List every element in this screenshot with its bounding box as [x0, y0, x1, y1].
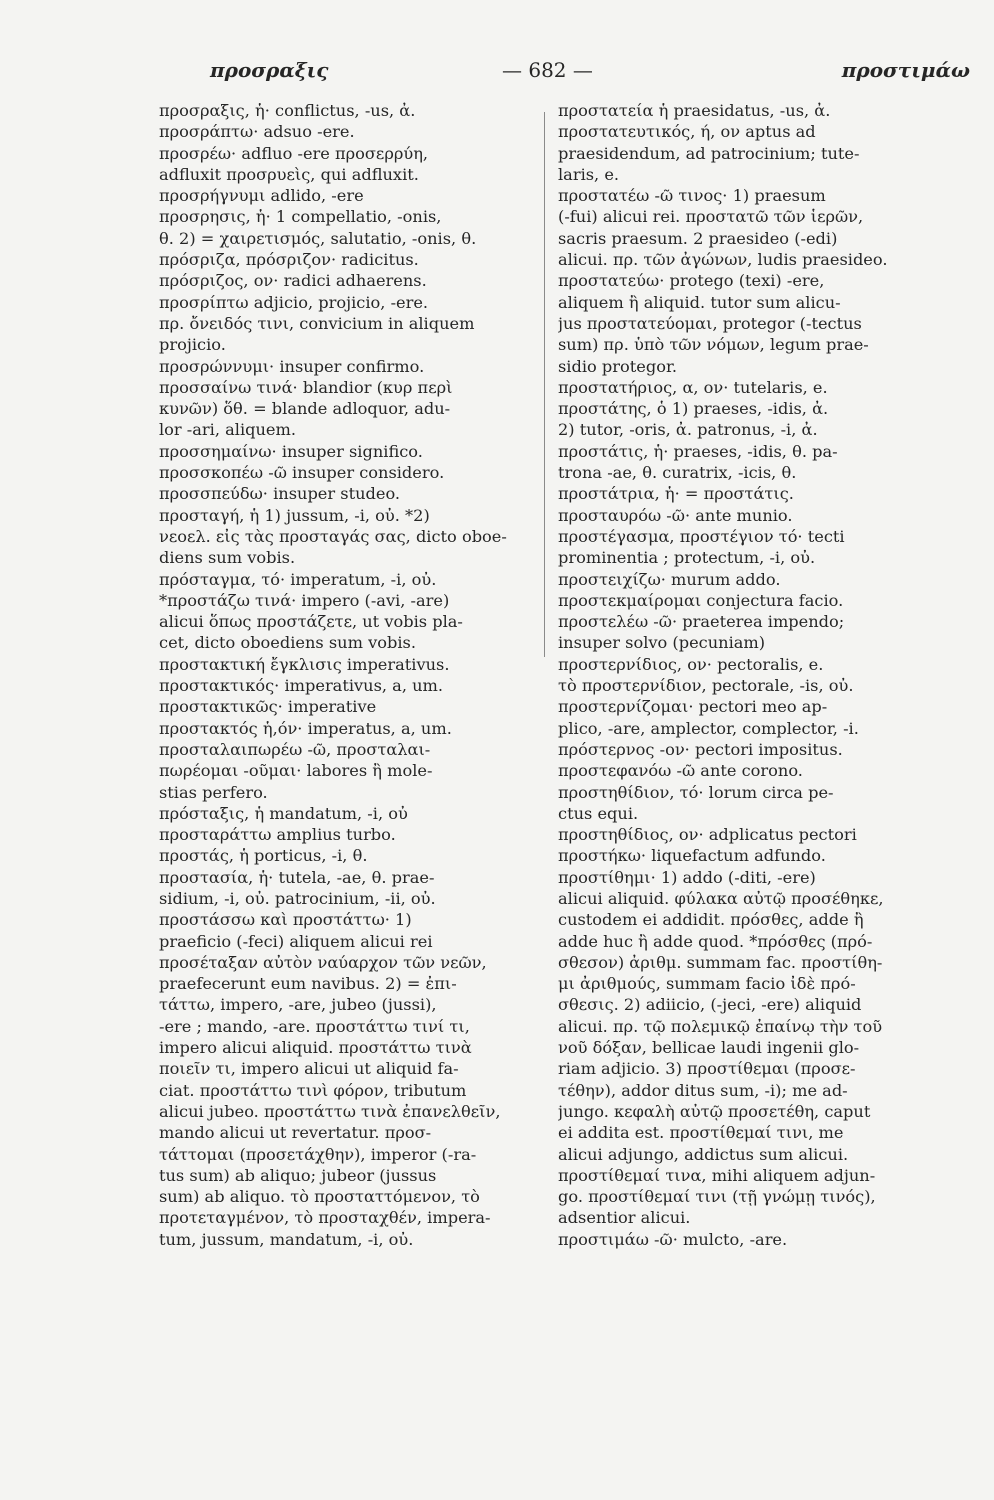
dictionary-line: πρόσταξις, ἡ mandatum, -i, οὐ	[159, 803, 408, 823]
dictionary-line: προστελέω -ῶ· praeterea impendo;	[558, 612, 845, 632]
right-guide-word: προστιμάω	[841, 58, 970, 82]
dictionary-line: alicui. πρ. τῶν ἀγώνων, ludis praesideo.	[558, 250, 888, 270]
dictionary-line: προστίθεμαί τινα, mihi aliquem adjun-	[558, 1165, 876, 1185]
dictionary-line: προστήκω· liquefactum adfundo.	[558, 846, 826, 866]
dictionary-line: τὸ προστερνίδιον, pectorale, -is, οὐ.	[558, 676, 854, 696]
dictionary-line: praesidendum, ad patrocinium; tute-	[558, 143, 860, 163]
left-guide-word: προσραξις	[210, 58, 329, 82]
dictionary-line: adsentior alicui.	[558, 1208, 691, 1228]
dictionary-line: sacris praesum. 2 praesideo (-edi)	[558, 228, 838, 248]
dictionary-line: προστατεία ἡ praesidatus, -us, ἀ.	[558, 101, 831, 120]
dictionary-line: προσρέω· adfluo -ere προσερρύη,	[159, 143, 429, 163]
dictionary-line: -ere ; mando, -are. προστάττω τινί τι,	[159, 1016, 470, 1036]
dictionary-line: τάττω, impero, -are, jubeo (jussi),	[159, 995, 437, 1015]
dictionary-line: sum) πρ. ὑπὸ τῶν νόμων, legum prae-	[558, 335, 869, 355]
dictionary-line: προστάτις, ἡ· praeses, -idis, θ. pa-	[558, 441, 838, 461]
dictionary-line: alicui jubeo. προστάττω τινὰ ἐπανελθεῖν,	[159, 1101, 501, 1121]
dictionary-line: προσσημαίνω· insuper significo.	[159, 441, 423, 461]
dictionary-line: stias perfero.	[159, 782, 268, 802]
dictionary-line: προστατεύω· protego (texi) -ere,	[558, 271, 825, 291]
dictionary-line: πωρέομαι -οῦμαι· labores ἢ mole-	[159, 761, 433, 781]
dictionary-line: προστάτης, ὁ 1) praeses, -idis, ἀ.	[558, 399, 829, 419]
column-divider	[544, 112, 545, 657]
dictionary-line: μι ἀριθμούς, summam facio ἰδὲ πρό-	[558, 974, 856, 994]
dictionary-line: προσσπεύδω· insuper studeo.	[159, 484, 401, 504]
dictionary-line: diens sum vobis.	[159, 548, 296, 568]
dictionary-line: custodem ei addidit. πρόσθες, adde ἢ	[558, 910, 864, 930]
dictionary-line: ctus equi.	[558, 803, 639, 823]
dictionary-line: τάττομαι (προσετάχθην), imperor (-ra-	[159, 1144, 477, 1164]
dictionary-line: alicui aliquid. φύλακα αὐτῷ προσέθηκε,	[558, 888, 884, 908]
dictionary-line: laris, e.	[558, 164, 620, 184]
dictionary-line: νεοελ. εἰς τὰς προσταγάς σας, dicto oboe-	[159, 526, 507, 546]
dictionary-line: lor -ari, aliquem.	[159, 420, 297, 440]
dictionary-line: πρόσριζα, πρόσριζον· radicitus.	[159, 250, 419, 270]
dictionary-line: προστηθίδιος, ον· adplicatus pectori	[558, 825, 857, 845]
dictionary-line: alicui. πρ. τῷ πολεμικῷ ἐπαίνῳ τὴν τοῦ	[558, 1016, 883, 1036]
page-header	[160, 58, 970, 98]
dictionary-line: (-fui) alicui rei. προστατῶ τῶν ἱερῶν,	[558, 207, 864, 227]
dictionary-line: πρόσταγμα, τό· imperatum, -i, οὐ.	[159, 569, 437, 589]
dictionary-line: προσραξις, ἡ· conflictus, -us, ἀ.	[159, 101, 416, 120]
right-column	[558, 100, 973, 1250]
dictionary-line: προτεταγμένον, τὸ προσταχθέν, impera-	[159, 1208, 491, 1228]
dictionary-line: πρόσριζος, ον· radici adhaerens.	[159, 271, 427, 291]
dictionary-line: insuper solvo (pecuniam)	[558, 633, 766, 653]
left-column	[159, 100, 539, 1250]
dictionary-line: trona -ae, θ. curatrix, -icis, θ.	[558, 463, 797, 483]
dictionary-line: προσρήγνυμι adlido, -ere	[159, 186, 364, 206]
dictionary-line: προστέγασμα, προστέγιον τό· tecti	[558, 526, 845, 546]
dictionary-line: prominentia ; protectum, -i, οὐ.	[558, 548, 816, 568]
dictionary-line: προσέταξαν αὐτὸν ναύαρχον τῶν νεῶν,	[159, 952, 487, 972]
page-number: — 682 —	[502, 58, 593, 82]
dictionary-line: προσρώννυμι· insuper confirmo.	[159, 356, 425, 376]
dictionary-line: plico, -are, amplector, complector, -i.	[558, 718, 859, 738]
dictionary-line: προστάς, ἡ porticus, -i, θ.	[159, 846, 368, 866]
dictionary-line: προσράπτω· adsuo -ere.	[159, 122, 355, 142]
dictionary-line: σθεσον) ἀριθμ. summam fac. προστίθη-	[558, 952, 883, 972]
dictionary-line: προστίθημι· 1) addo (-diti, -ere)	[558, 867, 816, 887]
dictionary-line: alicui adjungo, addictus sum alicui.	[558, 1144, 849, 1164]
dictionary-line: θ. 2) = χαιρετισμός, salutatio, -onis, θ.	[159, 228, 477, 248]
dictionary-line: προστειχίζω· murum addo.	[558, 569, 781, 589]
dictionary-line: πρ. ὄνειδός τινι, convicium in aliquem	[159, 313, 475, 333]
dictionary-line: προστασία, ἡ· tutela, -ae, θ. prae-	[159, 867, 435, 887]
dictionary-line: ποιεῖν τι, impero alicui ut aliquid fa-	[159, 1059, 459, 1079]
dictionary-line: προστάτρια, ἡ· = προστάτις.	[558, 484, 794, 504]
dictionary-line: προσταράττω amplius turbo.	[159, 825, 396, 845]
dictionary-line: προστάσσω καὶ προστάττω· 1)	[159, 910, 412, 930]
dictionary-line: adde huc ἢ adde quod. *πρόσθες (πρό-	[558, 931, 873, 951]
dictionary-line: tum, jussum, mandatum, -i, οὐ.	[159, 1229, 414, 1249]
dictionary-line: alicui ὅπως προστάζετε, ut vobis pla-	[159, 612, 463, 632]
dictionary-line: προσσαίνω τινά· blandior (κυρ περὶ	[159, 377, 453, 397]
dictionary-line: *προστάζω τινά· impero (-avi, -are)	[159, 590, 450, 610]
dictionary-line: sidium, -i, οὐ. patrocinium, -ii, οὐ.	[159, 888, 436, 908]
dictionary-line: praefecerunt eum navibus. 2) = ἐπι-	[159, 974, 457, 994]
dictionary-line: προστερνίζομαι· pectori meo ap-	[558, 697, 828, 717]
dictionary-line: προσρίπτω adjicio, projicio, -ere.	[159, 292, 429, 312]
dictionary-line: jungo. κεφαλὴ αὐτῷ προσετέθη, caput	[558, 1101, 871, 1121]
dictionary-line: προστιμάω -ῶ· mulcto, -are.	[558, 1229, 788, 1249]
dictionary-line: projicio.	[159, 335, 226, 355]
dictionary-line: ciat. προστάττω τινὶ φόρον, tributum	[159, 1080, 467, 1100]
dictionary-line: προστακτική ἔγκλισις imperativus.	[159, 654, 450, 674]
dictionary-line: προστατευτικός, ή, ον aptus ad	[558, 122, 816, 142]
dictionary-line: προστεφανόω -ῶ ante corono.	[558, 761, 803, 781]
dictionary-line: τέθην), addor ditus sum, -i); me ad-	[558, 1080, 848, 1100]
dictionary-line: tus sum) ab aliquo; jubeor (jussus	[159, 1165, 437, 1185]
dictionary-line: κυνῶν) ὅθ. = blande adloquor, adu-	[159, 399, 451, 419]
dictionary-line: go. προστίθεμαί τινι (τῇ γνώμῃ τινός),	[558, 1187, 876, 1207]
dictionary-line: sidio protegor.	[558, 356, 678, 376]
dictionary-line: προστακτικῶς· imperative	[159, 697, 377, 717]
dictionary-line: σθεσις. 2) adiicio, (-jeci, -ere) aliquid	[558, 995, 862, 1015]
dictionary-line: cet, dicto oboediens sum vobis.	[159, 633, 416, 653]
dictionary-line: προσταγή, ἡ 1) jussum, -i, οὐ. *2)	[159, 505, 430, 525]
dictionary-line: προστατέω -ῶ τινος· 1) praesum	[558, 186, 826, 206]
dictionary-line: impero alicui aliquid. προστάττω τινὰ	[159, 1038, 472, 1058]
dictionary-line: 2) tutor, -oris, ἀ. patronus, -i, ἀ.	[558, 420, 818, 440]
dictionary-line: νοῦ δόξαν, bellicae laudi ingenii glo-	[558, 1038, 860, 1058]
dictionary-line: προσταυρόω -ῶ· ante munio.	[558, 505, 793, 525]
dictionary-line: προστερνίδιος, ον· pectoralis, e.	[558, 654, 824, 674]
dictionary-line: riam adjicio. 3) προστίθεμαι (προσε-	[558, 1059, 856, 1079]
dictionary-line: προσταλαιπωρέω -ῶ, προσταλαι-	[159, 739, 431, 759]
dictionary-line: sum) ab aliquo. τὸ προσταττόμενον, τὸ	[159, 1187, 480, 1207]
dictionary-line: aliquem ἢ aliquid. tutor sum alicu-	[558, 292, 841, 312]
dictionary-line: adfluxit προσρυεὶς, qui adfluxit.	[159, 164, 419, 184]
dictionary-line: jus προστατεύομαι, protegor (-tectus	[558, 313, 862, 333]
dictionary-line: προστηθίδιον, τό· lorum circa pe-	[558, 782, 834, 802]
dictionary-line: προστατήριος, α, ον· tutelaris, e.	[558, 377, 828, 397]
dictionary-line: προστακτικός· imperativus, a, um.	[159, 676, 444, 696]
dictionary-line: προστακτός ἡ,όν· imperatus, a, um.	[159, 718, 452, 738]
dictionary-line: προσσκοπέω -ῶ insuper considero.	[159, 463, 445, 483]
dictionary-line: ei addita est. προστίθεμαί τινι, me	[558, 1123, 844, 1143]
dictionary-line: προστεκμαίρομαι conjectura facio.	[558, 590, 844, 610]
dictionary-line: praeficio (-feci) aliquem alicui rei	[159, 931, 433, 951]
dictionary-line: πρόστερνος -ον· pectori impositus.	[558, 739, 843, 759]
dictionary-line: προσρησις, ἡ· 1 compellatio, -onis,	[159, 207, 442, 227]
dictionary-line: mando alicui ut revertatur. προσ-	[159, 1123, 432, 1143]
